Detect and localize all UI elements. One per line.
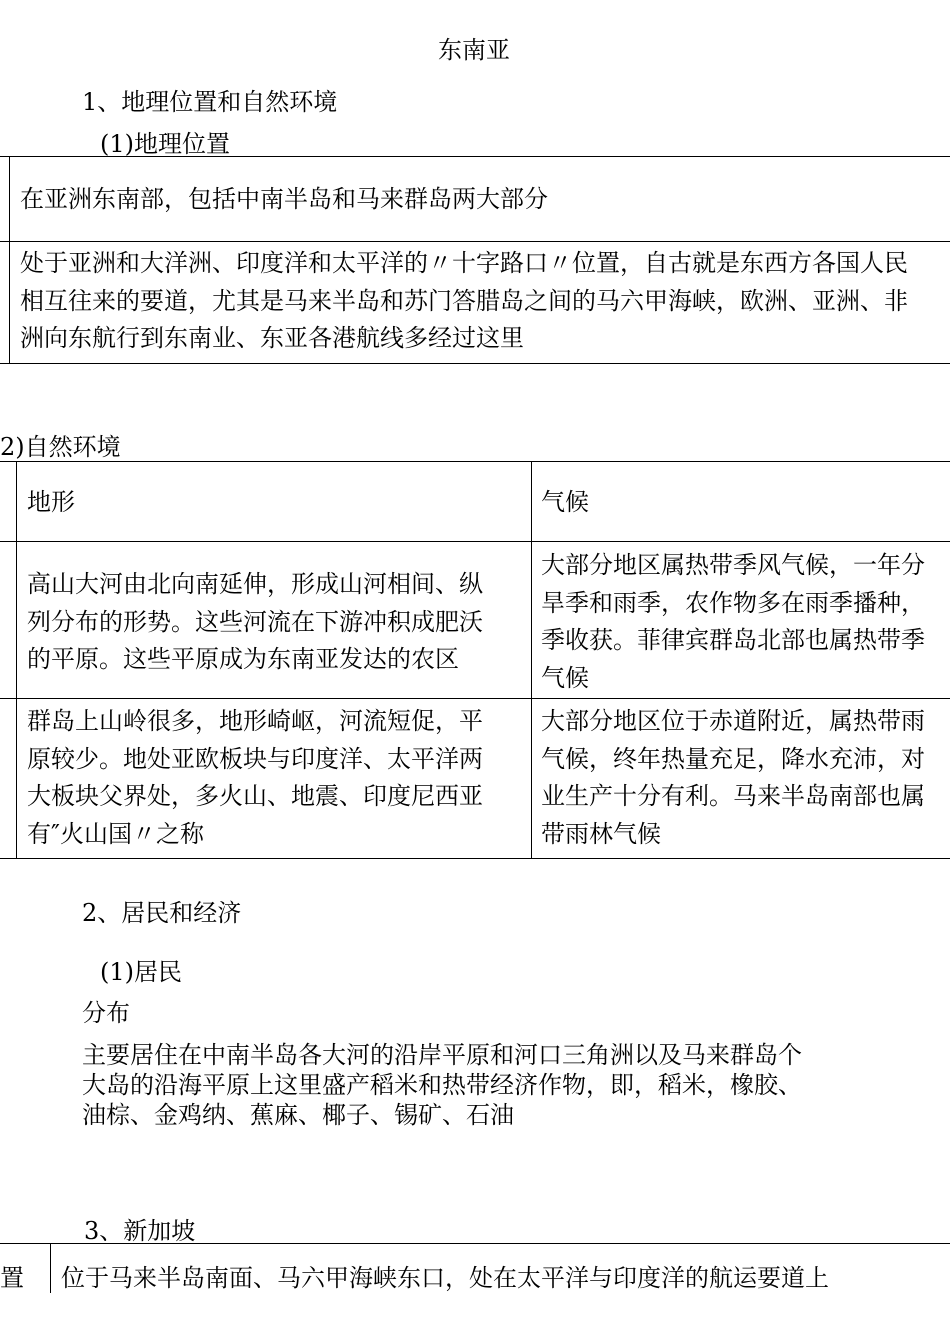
section-2-heading: 2、居民和经济 [82,899,242,927]
climate-cell: 大部分地区属热带季风气候，一年分 旱季和雨季，农作物多在雨季播种， 季收获。菲律宾群岛北部也属热带季 气候 [541,551,925,692]
divider [0,461,950,462]
section-1-heading: 1、地理位置和自然环境 [82,88,338,116]
section-3-heading: 3、新加坡 [84,1217,196,1245]
divider [0,1243,950,1244]
divider [0,698,950,699]
singapore-row-label: 置 [0,1264,24,1292]
column-header-terrain: 地形 [27,488,75,516]
divider [9,156,10,364]
geo-location-subheading: (1)地理位置 [100,130,230,158]
singapore-location-cell: 位于马来半岛南面、马六甲海峡东口，处在太平洋与印度洋的航运要道上 [61,1264,829,1292]
natural-env-subheading: 2)自然环境 [0,433,121,461]
column-header-climate: 气候 [541,488,589,516]
residents-subheading: (1)居民 [100,958,182,986]
divider [531,461,532,859]
divider [0,363,950,364]
terrain-cell: 高山大河由北向南延伸，形成山河相间、纵 列分布的形势。这些河流在下游冲积成肥沃 的平原。这些平原成为东南亚发达的农区 [27,570,483,673]
location-cell: 在亚洲东南部，包括中南半岛和马来群岛两大部分 [20,185,548,213]
terrain-cell: 群岛上山岭很多，地形崎岖，河流短促，平 原较少。地处亚欧板块与印度洋、太平洋两 大板块父界处，多火山、地震、印度尼西亚 有″火山国〃之称 [27,707,483,848]
divider [16,461,17,859]
divider [0,541,950,542]
divider [0,858,950,859]
location-cell: 处于亚洲和大洋洲、印度洋和太平洋的〃十字路口〃位置，自古就是东西方各国人民 相互往来的要道，尤其是马来半岛和苏门答腊岛之间的马六甲海峡，欧洲、亚洲、非 洲向东航行到东南业、东亚各港航线多经过这里 [20,249,908,352]
climate-cell: 大部分地区位于赤道附近，属热带雨 气候，终年热量充足，降水充沛，对 业生产十分有利。马来半岛南部也属 带雨林气候 [541,707,925,848]
divider [0,156,950,157]
distribution-label: 分布 [82,999,130,1027]
distribution-paragraph: 主要居住在中南半岛各大河的沿岸平原和河口三角洲以及马来群岛个 大岛的沿海平原上这里盛产稻米和热带经济作物，即，稻米，橡胶、 油棕、金鸡纳、蕉麻、椰子、锡矿、石油 [82,1041,802,1129]
page-title: 东南亚 [438,36,510,64]
divider [50,1243,51,1293]
divider [0,241,950,242]
